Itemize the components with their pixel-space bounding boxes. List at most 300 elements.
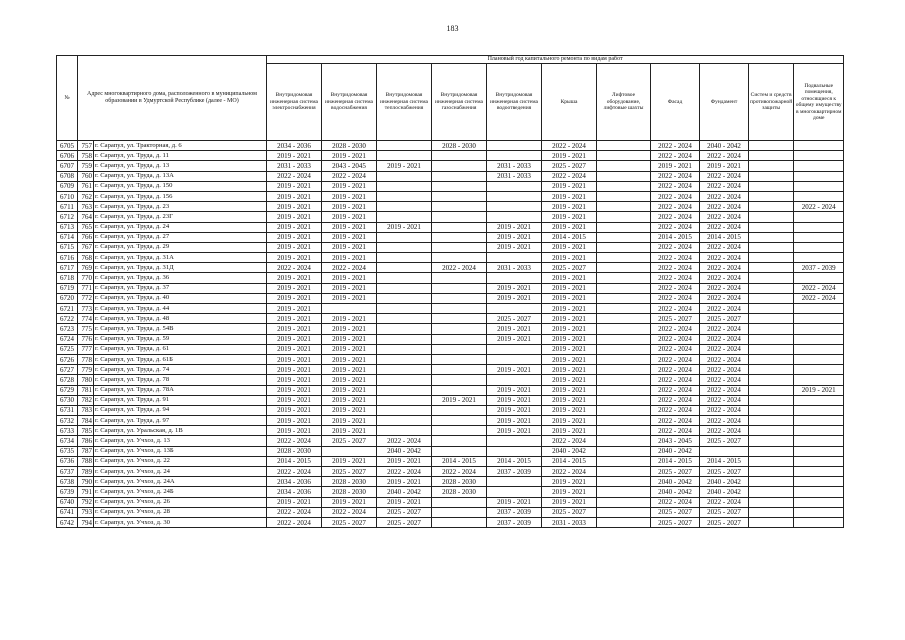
row-year-cell: 2014 - 2015 (651, 232, 700, 242)
row-year-cell (432, 436, 487, 446)
row-year-cell: 2025 - 2027 (322, 517, 377, 527)
row-year-cell: 2040 - 2042 (700, 141, 749, 151)
row-year-cell: 2025 - 2027 (700, 467, 749, 477)
row-year-cell: 2019 - 2021 (322, 222, 377, 232)
row-year-cell (794, 222, 844, 232)
row-year-cell (794, 446, 844, 456)
row-year-cell (432, 253, 487, 263)
row-year-cell: 2031 - 2033 (487, 263, 542, 273)
table-row (57, 395, 844, 405)
row-year-cell (749, 191, 794, 201)
row-id: 785 (78, 426, 94, 436)
row-year-cell (377, 426, 432, 436)
table-row (57, 517, 844, 527)
row-year-cell (749, 497, 794, 507)
row-number: 6724 (57, 334, 78, 344)
row-year-cell: 2025 - 2027 (700, 507, 749, 517)
row-year-cell: 2022 - 2024 (651, 191, 700, 201)
row-year-cell: 2019 - 2021 (322, 334, 377, 344)
row-id: 770 (78, 273, 94, 283)
row-address: г. Сарапул, ул. Труда, д. 59 (94, 334, 267, 344)
row-number: 6711 (57, 202, 78, 212)
row-year-cell (749, 293, 794, 303)
row-id: 776 (78, 334, 94, 344)
row-year-cell: 2019 - 2021 (542, 365, 597, 375)
row-year-cell (597, 141, 651, 151)
row-year-cell (432, 293, 487, 303)
row-number: 6726 (57, 354, 78, 364)
row-year-cell (597, 222, 651, 232)
row-year-cell (749, 232, 794, 242)
header-column: Внутридомовая инженерная система теплоснабжения (377, 64, 432, 141)
row-address: г. Сарапул, ул. Труда, д. 61 (94, 344, 267, 354)
row-year-cell: 2022 - 2024 (542, 141, 597, 151)
row-year-cell (794, 242, 844, 252)
row-year-cell: 2022 - 2024 (322, 171, 377, 181)
row-year-cell (749, 212, 794, 222)
row-year-cell: 2022 - 2024 (432, 263, 487, 273)
row-year-cell: 2014 - 2015 (432, 456, 487, 466)
row-year-cell: 2019 - 2021 (267, 273, 322, 283)
row-year-cell (377, 385, 432, 395)
row-year-cell (432, 334, 487, 344)
row-address: г. Сарапул, ул. Учхоз, д. 24Б (94, 487, 267, 497)
row-year-cell: 2028 - 2030 (432, 141, 487, 151)
row-id: 769 (78, 263, 94, 273)
row-year-cell (597, 212, 651, 222)
row-year-cell: 2025 - 2027 (487, 314, 542, 324)
row-number: 6710 (57, 191, 78, 201)
row-year-cell (377, 375, 432, 385)
row-year-cell: 2019 - 2021 (322, 151, 377, 161)
row-year-cell: 2022 - 2024 (651, 273, 700, 283)
row-number: 6722 (57, 314, 78, 324)
row-address: г. Сарапул, ул. Труда, д. 31А (94, 253, 267, 263)
row-year-cell: 2028 - 2030 (267, 446, 322, 456)
row-year-cell (432, 212, 487, 222)
row-number: 6732 (57, 416, 78, 426)
row-year-cell: 2037 - 2039 (487, 507, 542, 517)
row-year-cell: 2022 - 2024 (651, 304, 700, 314)
row-address: г. Сарапул, ул. Учхоз, д. 24 (94, 467, 267, 477)
row-year-cell (377, 171, 432, 181)
row-year-cell (794, 141, 844, 151)
row-address: г. Сарапул, ул. Труда, д. 23Г (94, 212, 267, 222)
table-row (57, 293, 844, 303)
row-number: 6706 (57, 151, 78, 161)
row-year-cell (749, 334, 794, 344)
row-year-cell (432, 405, 487, 415)
row-year-cell (597, 436, 651, 446)
row-year-cell: 2025 - 2027 (542, 161, 597, 171)
row-year-cell (794, 324, 844, 334)
row-year-cell (487, 304, 542, 314)
row-year-cell (749, 416, 794, 426)
row-year-cell: 2022 - 2024 (651, 395, 700, 405)
row-year-cell: 2034 - 2036 (267, 141, 322, 151)
header-column: Подвальные помещения, относящиеся к общему имуществу в многоквартирном доме (794, 64, 844, 141)
row-year-cell (597, 467, 651, 477)
table-row (57, 456, 844, 466)
row-year-cell (432, 181, 487, 191)
row-number: 6739 (57, 487, 78, 497)
row-number: 6721 (57, 304, 78, 314)
row-year-cell (487, 202, 542, 212)
row-year-cell (749, 181, 794, 191)
row-year-cell: 2019 - 2021 (487, 395, 542, 405)
row-year-cell: 2019 - 2021 (542, 151, 597, 161)
row-year-cell (377, 232, 432, 242)
row-year-cell (794, 507, 844, 517)
row-year-cell (432, 344, 487, 354)
row-year-cell (487, 446, 542, 456)
row-year-cell: 2025 - 2027 (542, 507, 597, 517)
row-year-cell (749, 354, 794, 364)
row-id: 762 (78, 191, 94, 201)
row-number: 6737 (57, 467, 78, 477)
row-year-cell (377, 181, 432, 191)
row-year-cell (749, 151, 794, 161)
row-year-cell: 2019 - 2021 (322, 212, 377, 222)
row-year-cell (597, 283, 651, 293)
table-row (57, 263, 844, 273)
row-number: 6717 (57, 263, 78, 273)
row-year-cell (597, 344, 651, 354)
row-year-cell (377, 202, 432, 212)
row-year-cell (597, 181, 651, 191)
row-year-cell: 2019 - 2021 (542, 181, 597, 191)
row-year-cell (432, 161, 487, 171)
row-year-cell: 2025 - 2027 (651, 517, 700, 527)
row-year-cell (749, 283, 794, 293)
row-year-cell: 2019 - 2021 (487, 324, 542, 334)
row-year-cell (487, 253, 542, 263)
row-year-cell (597, 426, 651, 436)
row-year-cell: 2022 - 2024 (700, 191, 749, 201)
row-year-cell (432, 171, 487, 181)
row-year-cell (597, 253, 651, 263)
row-year-cell (794, 375, 844, 385)
row-year-cell (432, 507, 487, 517)
row-year-cell: 2022 - 2024 (651, 405, 700, 415)
table-row (57, 416, 844, 426)
row-year-cell (597, 232, 651, 242)
row-number: 6716 (57, 253, 78, 263)
row-id: 768 (78, 253, 94, 263)
row-year-cell: 2022 - 2024 (700, 324, 749, 334)
row-year-cell: 2019 - 2021 (267, 151, 322, 161)
header-column: Крыша (542, 64, 597, 141)
row-year-cell: 2025 - 2027 (700, 436, 749, 446)
row-year-cell: 2022 - 2024 (651, 283, 700, 293)
row-year-cell: 2025 - 2027 (377, 517, 432, 527)
row-address: г. Сарапул, ул. Труда, д. 91 (94, 395, 267, 405)
row-address: г. Сарапул, ул. Учхоз, д. 26 (94, 497, 267, 507)
row-year-cell (597, 497, 651, 507)
row-year-cell (432, 375, 487, 385)
row-year-cell: 2019 - 2021 (267, 293, 322, 303)
row-address: г. Сарапул, ул. Труда, д. 23 (94, 202, 267, 212)
row-id: 764 (78, 212, 94, 222)
row-year-cell: 2022 - 2024 (651, 344, 700, 354)
row-year-cell (794, 405, 844, 415)
row-year-cell (794, 161, 844, 171)
row-number: 6734 (57, 436, 78, 446)
row-year-cell (597, 375, 651, 385)
row-year-cell: 2031 - 2033 (487, 171, 542, 181)
row-year-cell: 2019 - 2021 (267, 242, 322, 252)
row-year-cell (597, 191, 651, 201)
header-number: № (57, 56, 78, 141)
row-year-cell: 2019 - 2021 (542, 314, 597, 324)
page-number: 183 (446, 24, 459, 33)
row-year-cell (377, 304, 432, 314)
row-year-cell (597, 273, 651, 283)
header-column: Внутридомовая инженерная система водоотведения (487, 64, 542, 141)
header-plan-title: Плановый год капитального ремонта по видам работ (267, 56, 844, 64)
row-number: 6728 (57, 375, 78, 385)
row-year-cell: 2019 - 2021 (267, 181, 322, 191)
table-row (57, 334, 844, 344)
table-row (57, 283, 844, 293)
row-year-cell: 2014 - 2015 (487, 456, 542, 466)
row-number: 6735 (57, 446, 78, 456)
row-year-cell: 2019 - 2021 (542, 487, 597, 497)
row-year-cell: 2022 - 2024 (267, 436, 322, 446)
row-id: 790 (78, 477, 94, 487)
row-year-cell (597, 293, 651, 303)
row-year-cell (749, 171, 794, 181)
row-year-cell (487, 151, 542, 161)
row-year-cell: 2019 - 2021 (377, 456, 432, 466)
row-year-cell: 2025 - 2027 (651, 467, 700, 477)
table-row (57, 324, 844, 334)
row-year-cell: 2022 - 2024 (432, 467, 487, 477)
row-year-cell (794, 365, 844, 375)
row-year-cell (794, 487, 844, 497)
row-year-cell: 2019 - 2021 (322, 273, 377, 283)
row-year-cell: 2022 - 2024 (651, 181, 700, 191)
row-year-cell (432, 222, 487, 232)
row-year-cell (432, 273, 487, 283)
table-row (57, 253, 844, 263)
row-address: г. Сарапул, ул. Труда, д. 24 (94, 222, 267, 232)
row-year-cell: 2022 - 2024 (651, 375, 700, 385)
row-id: 777 (78, 344, 94, 354)
row-year-cell: 2022 - 2024 (651, 151, 700, 161)
row-year-cell (749, 507, 794, 517)
row-number: 6707 (57, 161, 78, 171)
row-year-cell (377, 416, 432, 426)
row-year-cell (749, 344, 794, 354)
row-year-cell (377, 344, 432, 354)
row-year-cell (377, 395, 432, 405)
row-year-cell (597, 314, 651, 324)
row-year-cell (794, 191, 844, 201)
row-year-cell (749, 202, 794, 212)
row-year-cell (597, 456, 651, 466)
row-year-cell (377, 334, 432, 344)
row-year-cell: 2025 - 2027 (542, 263, 597, 273)
row-id: 761 (78, 181, 94, 191)
row-year-cell: 2019 - 2021 (542, 334, 597, 344)
row-year-cell (432, 314, 487, 324)
row-number: 6708 (57, 171, 78, 181)
row-year-cell (487, 477, 542, 487)
row-number: 6729 (57, 385, 78, 395)
header-column: Внутридомовая инженерная система газоснабжения (432, 64, 487, 141)
row-year-cell: 2014 - 2015 (542, 232, 597, 242)
row-year-cell (597, 395, 651, 405)
row-year-cell: 2019 - 2021 (542, 405, 597, 415)
row-year-cell: 2022 - 2024 (794, 293, 844, 303)
row-year-cell: 2019 - 2021 (267, 191, 322, 201)
row-year-cell: 2019 - 2021 (267, 385, 322, 395)
row-year-cell (432, 304, 487, 314)
row-year-cell (794, 467, 844, 477)
row-address: г. Сарапул, ул. Труда, д. 61Б (94, 354, 267, 364)
row-number: 6730 (57, 395, 78, 405)
row-number: 6738 (57, 477, 78, 487)
row-year-cell: 2019 - 2021 (487, 426, 542, 436)
row-id: 767 (78, 242, 94, 252)
row-year-cell: 2014 - 2015 (700, 232, 749, 242)
row-year-cell: 2040 - 2042 (651, 477, 700, 487)
row-year-cell (794, 395, 844, 405)
table-row (57, 405, 844, 415)
row-year-cell (487, 344, 542, 354)
row-year-cell: 2019 - 2021 (322, 344, 377, 354)
row-year-cell: 2022 - 2024 (377, 436, 432, 446)
row-address: г. Сарапул, ул. Труда, д. 13А (94, 171, 267, 181)
row-year-cell: 2037 - 2039 (487, 467, 542, 477)
table-row (57, 487, 844, 497)
row-year-cell (597, 171, 651, 181)
row-year-cell: 2019 - 2021 (267, 426, 322, 436)
row-address: г. Сарапул, ул. Труда, д. 44 (94, 304, 267, 314)
row-year-cell (794, 171, 844, 181)
row-year-cell: 2022 - 2024 (651, 385, 700, 395)
row-year-cell: 2019 - 2021 (542, 416, 597, 426)
row-year-cell (432, 497, 487, 507)
header-column: Лифтовое оборудование, лифтовые шахты (597, 64, 651, 141)
row-year-cell (749, 263, 794, 273)
row-year-cell: 2019 - 2021 (322, 375, 377, 385)
row-year-cell: 2022 - 2024 (267, 517, 322, 527)
row-year-cell: 2014 - 2015 (700, 456, 749, 466)
row-year-cell (749, 161, 794, 171)
row-year-cell: 2043 - 2045 (322, 161, 377, 171)
row-year-cell: 2019 - 2021 (432, 395, 487, 405)
row-year-cell: 2025 - 2027 (322, 436, 377, 446)
row-year-cell (487, 141, 542, 151)
row-year-cell: 2028 - 2030 (432, 487, 487, 497)
table-row (57, 304, 844, 314)
row-year-cell (597, 202, 651, 212)
row-year-cell (597, 385, 651, 395)
row-year-cell: 2022 - 2024 (700, 263, 749, 273)
row-address: г. Сарапул, ул. Учхоз, д. 22 (94, 456, 267, 466)
row-year-cell: 2019 - 2021 (267, 212, 322, 222)
row-id: 775 (78, 324, 94, 334)
row-year-cell: 2019 - 2021 (322, 416, 377, 426)
row-year-cell: 2022 - 2024 (700, 497, 749, 507)
row-year-cell (794, 253, 844, 263)
row-id: 793 (78, 507, 94, 517)
row-year-cell: 2019 - 2021 (542, 191, 597, 201)
row-id: 782 (78, 395, 94, 405)
row-year-cell: 2022 - 2024 (700, 181, 749, 191)
row-year-cell: 2019 - 2021 (322, 314, 377, 324)
row-year-cell: 2019 - 2021 (322, 456, 377, 466)
row-year-cell (432, 517, 487, 527)
row-year-cell: 2022 - 2024 (700, 416, 749, 426)
row-year-cell (432, 324, 487, 334)
row-address: г. Сарапул, ул. Труда, д. 37 (94, 283, 267, 293)
row-year-cell (597, 324, 651, 334)
row-year-cell: 2022 - 2024 (651, 293, 700, 303)
row-year-cell: 2022 - 2024 (700, 334, 749, 344)
row-id: 774 (78, 314, 94, 324)
row-year-cell: 2019 - 2021 (267, 253, 322, 263)
row-year-cell: 2034 - 2036 (267, 487, 322, 497)
row-year-cell: 2019 - 2021 (267, 375, 322, 385)
row-year-cell (794, 416, 844, 426)
row-year-cell: 2022 - 2024 (700, 273, 749, 283)
row-year-cell (749, 273, 794, 283)
row-year-cell (487, 212, 542, 222)
row-number: 6725 (57, 344, 78, 354)
table-row (57, 232, 844, 242)
table-row (57, 314, 844, 324)
row-number: 6718 (57, 273, 78, 283)
row-year-cell: 2037 - 2039 (487, 517, 542, 527)
row-year-cell (432, 365, 487, 375)
header-column: Фасад (651, 64, 700, 141)
row-year-cell (794, 334, 844, 344)
row-year-cell: 2022 - 2024 (267, 467, 322, 477)
row-year-cell (487, 181, 542, 191)
row-address: г. Сарапул, ул. Труда, д. 29 (94, 242, 267, 252)
row-year-cell: 2040 - 2042 (651, 487, 700, 497)
table-row (57, 467, 844, 477)
row-year-cell (794, 314, 844, 324)
row-year-cell (749, 436, 794, 446)
row-year-cell: 2022 - 2024 (700, 212, 749, 222)
header-column: Систем и средств противопожарной защиты (749, 64, 794, 141)
row-year-cell (377, 405, 432, 415)
table-row (57, 222, 844, 232)
row-year-cell: 2019 - 2021 (377, 477, 432, 487)
row-year-cell: 2019 - 2021 (487, 222, 542, 232)
row-year-cell (432, 202, 487, 212)
row-year-cell: 2019 - 2021 (267, 334, 322, 344)
row-address: г. Сарапул, ул. Труда, д. 27 (94, 232, 267, 242)
table-row (57, 426, 844, 436)
row-year-cell: 2019 - 2021 (487, 405, 542, 415)
row-year-cell (794, 497, 844, 507)
table-row (57, 161, 844, 171)
row-year-cell (749, 467, 794, 477)
row-year-cell: 2022 - 2024 (651, 202, 700, 212)
row-year-cell (749, 487, 794, 497)
row-year-cell (794, 426, 844, 436)
row-year-cell (487, 436, 542, 446)
row-year-cell: 2019 - 2021 (267, 324, 322, 334)
row-year-cell: 2019 - 2021 (487, 416, 542, 426)
row-address: г. Сарапул, ул. Тракторная, д. 6 (94, 141, 267, 151)
row-year-cell: 2022 - 2024 (700, 293, 749, 303)
